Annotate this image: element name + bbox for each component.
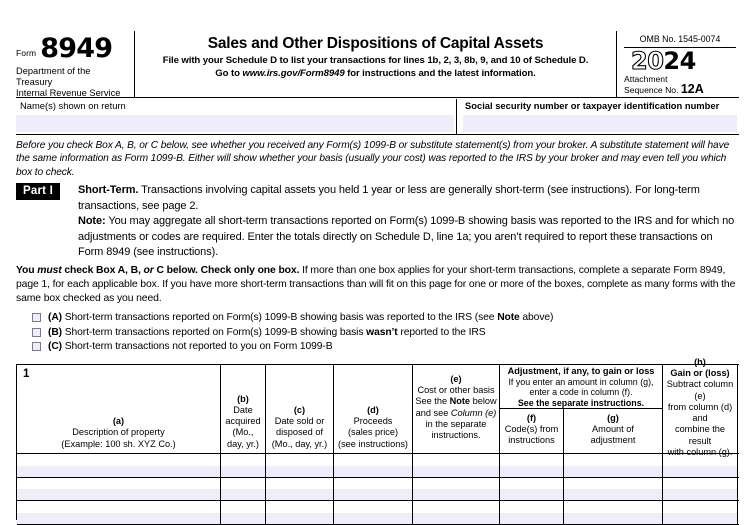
- column-a-line-2: (Example: 100 sh. XYZ Co.): [61, 438, 176, 449]
- cell-e[interactable]: [413, 478, 500, 501]
- checkbox-row-b[interactable]: [32, 326, 732, 341]
- goto-prefix: Go to: [215, 68, 243, 79]
- column-header-f: [500, 409, 564, 453]
- cell-c[interactable]: [266, 478, 334, 501]
- column-header-e: [413, 365, 500, 453]
- checkbox-c-text-pre: Short-term transactions not reported to you on Form 1099-B: [62, 341, 333, 352]
- must-check-b2: check Box A, B,: [61, 265, 144, 276]
- column-header-g: [564, 409, 663, 453]
- irs-form-url[interactable]: www.irs.gov/Form8949: [242, 68, 345, 79]
- checkbox-b-text-post: reported to the IRS: [397, 326, 486, 338]
- checkbox-a-text-pre: Short-term transactions reported on Form(s) 1099-B showing basis was reported to the IRS (see: [62, 312, 498, 323]
- transactions-table: [16, 356, 739, 520]
- checkbox-b[interactable]: [32, 328, 41, 337]
- cell-h[interactable]: [663, 454, 738, 477]
- checkbox-row-a[interactable]: [32, 311, 732, 326]
- column-f-line-2: instructions: [508, 435, 555, 446]
- checkbox-c-letter: (C): [48, 341, 62, 352]
- checkbox-c[interactable]: [32, 342, 41, 351]
- ssn-input[interactable]: [463, 115, 737, 132]
- cell-c[interactable]: [266, 501, 334, 524]
- form-masthead: [16, 31, 739, 98]
- cell-b[interactable]: [221, 501, 266, 524]
- column-b-line-1: Date acquired: [225, 404, 261, 427]
- column-e-line-1: Cost or other basis: [417, 384, 495, 395]
- cell-d[interactable]: [334, 501, 413, 524]
- cell-d[interactable]: [334, 454, 413, 477]
- part-1-badge: Part I: [16, 183, 60, 200]
- column-h-line-4: combine the result: [674, 424, 726, 446]
- column-header-b: [221, 365, 266, 453]
- column-h-label: (h): [694, 356, 706, 367]
- adjustment-group-header: [500, 365, 663, 409]
- checkbox-a-letter: (A): [48, 312, 62, 323]
- line-number-1: 1: [23, 368, 30, 380]
- column-f-line-1: Code(s) from: [504, 423, 559, 434]
- form-identity-block: [16, 31, 135, 97]
- checkbox-row-c[interactable]: [32, 340, 732, 355]
- checkbox-b-text-pre: Short-term transactions reported on Form(s) 1099-B showing basis: [62, 326, 367, 338]
- column-h-line-5: with column (g).: [667, 447, 733, 458]
- column-header-c: [266, 365, 334, 453]
- note-body: You may aggregate all short-term transactions reported on Form(s) 1099-B showing basis was reported to the IRS and for which no adjustments or codes are required. Enter the totals directly on Schedule D, line 1a; you aren’t required to report these transactions on Form 8949 (see instructions).: [77, 215, 735, 259]
- must-check-rest: If more than one box applies for your short-term transactions, complete a separate Form 8949, page 1, for each applicable box. If you have more short-term transactions than will fit on this page for one or more of the boxes, complete as many forms with the same box checked as you need.: [16, 265, 736, 304]
- table-row: [17, 501, 739, 525]
- checkbox-b-letter: (B): [48, 326, 62, 338]
- tax-year-suffix: 24: [663, 47, 696, 75]
- attachment-sequence-block: [624, 74, 739, 95]
- must-check-b3: C below. Check only one box.: [153, 265, 300, 276]
- column-e-line-2: See the Note below: [415, 396, 497, 407]
- tax-year: [624, 48, 739, 75]
- cell-g[interactable]: [564, 478, 663, 501]
- cell-e[interactable]: [413, 454, 500, 477]
- column-h-line-2: Subtract column (e): [666, 379, 734, 401]
- part-1-section: [16, 183, 739, 261]
- adjustment-line-3: enter a code in column (f).: [529, 387, 633, 398]
- goto-suffix: for instructions and the latest information.: [344, 68, 536, 79]
- column-e-line-4: in the separate: [425, 418, 487, 429]
- page-title: Sales and Other Dispositions of Capital Assets: [207, 35, 544, 52]
- note-label: Note:: [77, 215, 106, 228]
- column-g-line-2: adjustment: [590, 435, 636, 446]
- table-row: [17, 478, 739, 502]
- column-h-line-3: from column (d) and: [667, 401, 733, 424]
- short-term-definition: [78, 183, 739, 214]
- intro-paragraph: Before you check Box A, B, or C below, see whether you received any Form(s) 1099-B or substitute statement(s) from your broker. A substitute statement will have the same information as Form 1099-B. Either will show whether your basis (usually your cost) was reported to the IRS by your broker and may even tell you which box to check.: [16, 140, 730, 178]
- column-header-a: [17, 365, 221, 453]
- checkbox-c-label: [48, 340, 333, 353]
- cell-h[interactable]: [663, 478, 738, 501]
- column-b-label: (b): [237, 393, 249, 404]
- cell-f[interactable]: [500, 478, 564, 501]
- adjustment-line-1: Adjustment, if any, to gain or loss: [507, 366, 655, 376]
- cell-b[interactable]: [221, 454, 266, 477]
- must-check-paragraph: [16, 264, 739, 305]
- column-d-line-2: (sales price): [347, 427, 399, 438]
- column-header-h: [663, 356, 738, 458]
- adjustment-line-4: See the separate instructions.: [517, 397, 645, 408]
- checkbox-a[interactable]: [32, 313, 41, 322]
- omb-number: OMB No. 1545-0074: [624, 31, 736, 48]
- form-word-label: Form: [16, 48, 37, 58]
- column-c-line-2: disposed of: [276, 427, 323, 438]
- cell-h[interactable]: [663, 501, 738, 524]
- checkbox-b-label: [48, 326, 485, 339]
- name-input[interactable]: [16, 115, 454, 132]
- must-check-i1: must: [37, 265, 62, 276]
- column-d-line-1: Proceeds: [353, 416, 393, 427]
- tax-year-prefix: 20: [631, 47, 664, 75]
- column-e-line-3: and see Column (e): [415, 407, 497, 418]
- column-h-line-1: Gain or (loss): [670, 367, 730, 378]
- part-1-note: [78, 214, 739, 261]
- form-subtitle-line-2: [141, 67, 610, 80]
- checkbox-a-text-post: above): [519, 312, 554, 323]
- cell-a[interactable]: [17, 501, 221, 524]
- cell-e[interactable]: [413, 501, 500, 524]
- short-term-heading: Short-Term.: [77, 184, 139, 196]
- cell-c[interactable]: [266, 454, 334, 477]
- cell-f[interactable]: [500, 501, 564, 524]
- form-title-block: [135, 31, 617, 97]
- column-e-label: (e): [450, 373, 462, 384]
- cell-g[interactable]: [564, 501, 663, 524]
- column-b-line-2: (Mo., day, yr.): [227, 427, 259, 449]
- taxpayer-identification-row: [16, 99, 739, 135]
- cell-a[interactable]: [17, 478, 221, 501]
- checkbox-b-text-bold: wasn’t: [366, 326, 398, 338]
- cell-d[interactable]: [334, 478, 413, 501]
- ssn-label: Social security number or taxpayer identification number: [465, 100, 720, 111]
- department-line-2: Internal Revenue Service: [16, 88, 121, 99]
- column-f-label: (f): [526, 412, 537, 423]
- column-c-line-3: (Mo., day, yr.): [271, 438, 328, 449]
- column-header-d: [334, 365, 413, 453]
- cell-b[interactable]: [221, 478, 266, 501]
- ssn-cell: [457, 99, 739, 134]
- checkbox-a-text-bold: Note: [497, 312, 520, 323]
- column-c-label: (c): [293, 404, 306, 415]
- cell-a[interactable]: [17, 454, 221, 477]
- form-number: 8949: [40, 33, 113, 64]
- checkbox-a-label: [48, 311, 553, 324]
- sequence-label: Sequence No.: [624, 85, 679, 95]
- cell-f[interactable]: [500, 454, 564, 477]
- attachment-label: Attachment: [624, 74, 668, 84]
- table-header: [17, 356, 739, 458]
- box-selection-group: [32, 311, 732, 355]
- name-cell: [16, 99, 457, 134]
- omb-block: [617, 31, 739, 97]
- column-g-line-1: Amount of: [592, 423, 634, 434]
- column-g-label: (g): [607, 412, 619, 423]
- cell-g[interactable]: [564, 454, 663, 477]
- department-line-1: Department of the Treasury: [16, 66, 91, 88]
- adjustment-line-2: If you enter an amount in column (g),: [508, 376, 654, 387]
- column-a-label: (a): [112, 416, 125, 427]
- must-check-b1: You: [16, 265, 38, 276]
- column-c-line-1: Date sold or: [274, 416, 325, 427]
- sequence-number: 12A: [680, 82, 704, 96]
- table-row: [17, 454, 739, 478]
- column-d-line-3: (see instructions): [338, 438, 408, 449]
- name-label: Name(s) shown on return: [20, 100, 126, 111]
- column-a-line-1: Description of property: [72, 427, 165, 438]
- column-e-line-5: instructions.: [431, 430, 481, 441]
- form-subtitle-line-1: File with your Schedule D to list your transactions for lines 1b, 2, 3, 8b, 9, and 10 of Schedule D.: [162, 55, 589, 66]
- must-check-i2: or: [143, 265, 154, 276]
- part-1-body: [78, 183, 739, 261]
- short-term-heading-rest: Transactions involving capital assets you held 1 year or less are generally short-term (see instructions). For long-term transactions, see page 2.: [77, 184, 700, 212]
- column-d-label: (d): [367, 404, 379, 415]
